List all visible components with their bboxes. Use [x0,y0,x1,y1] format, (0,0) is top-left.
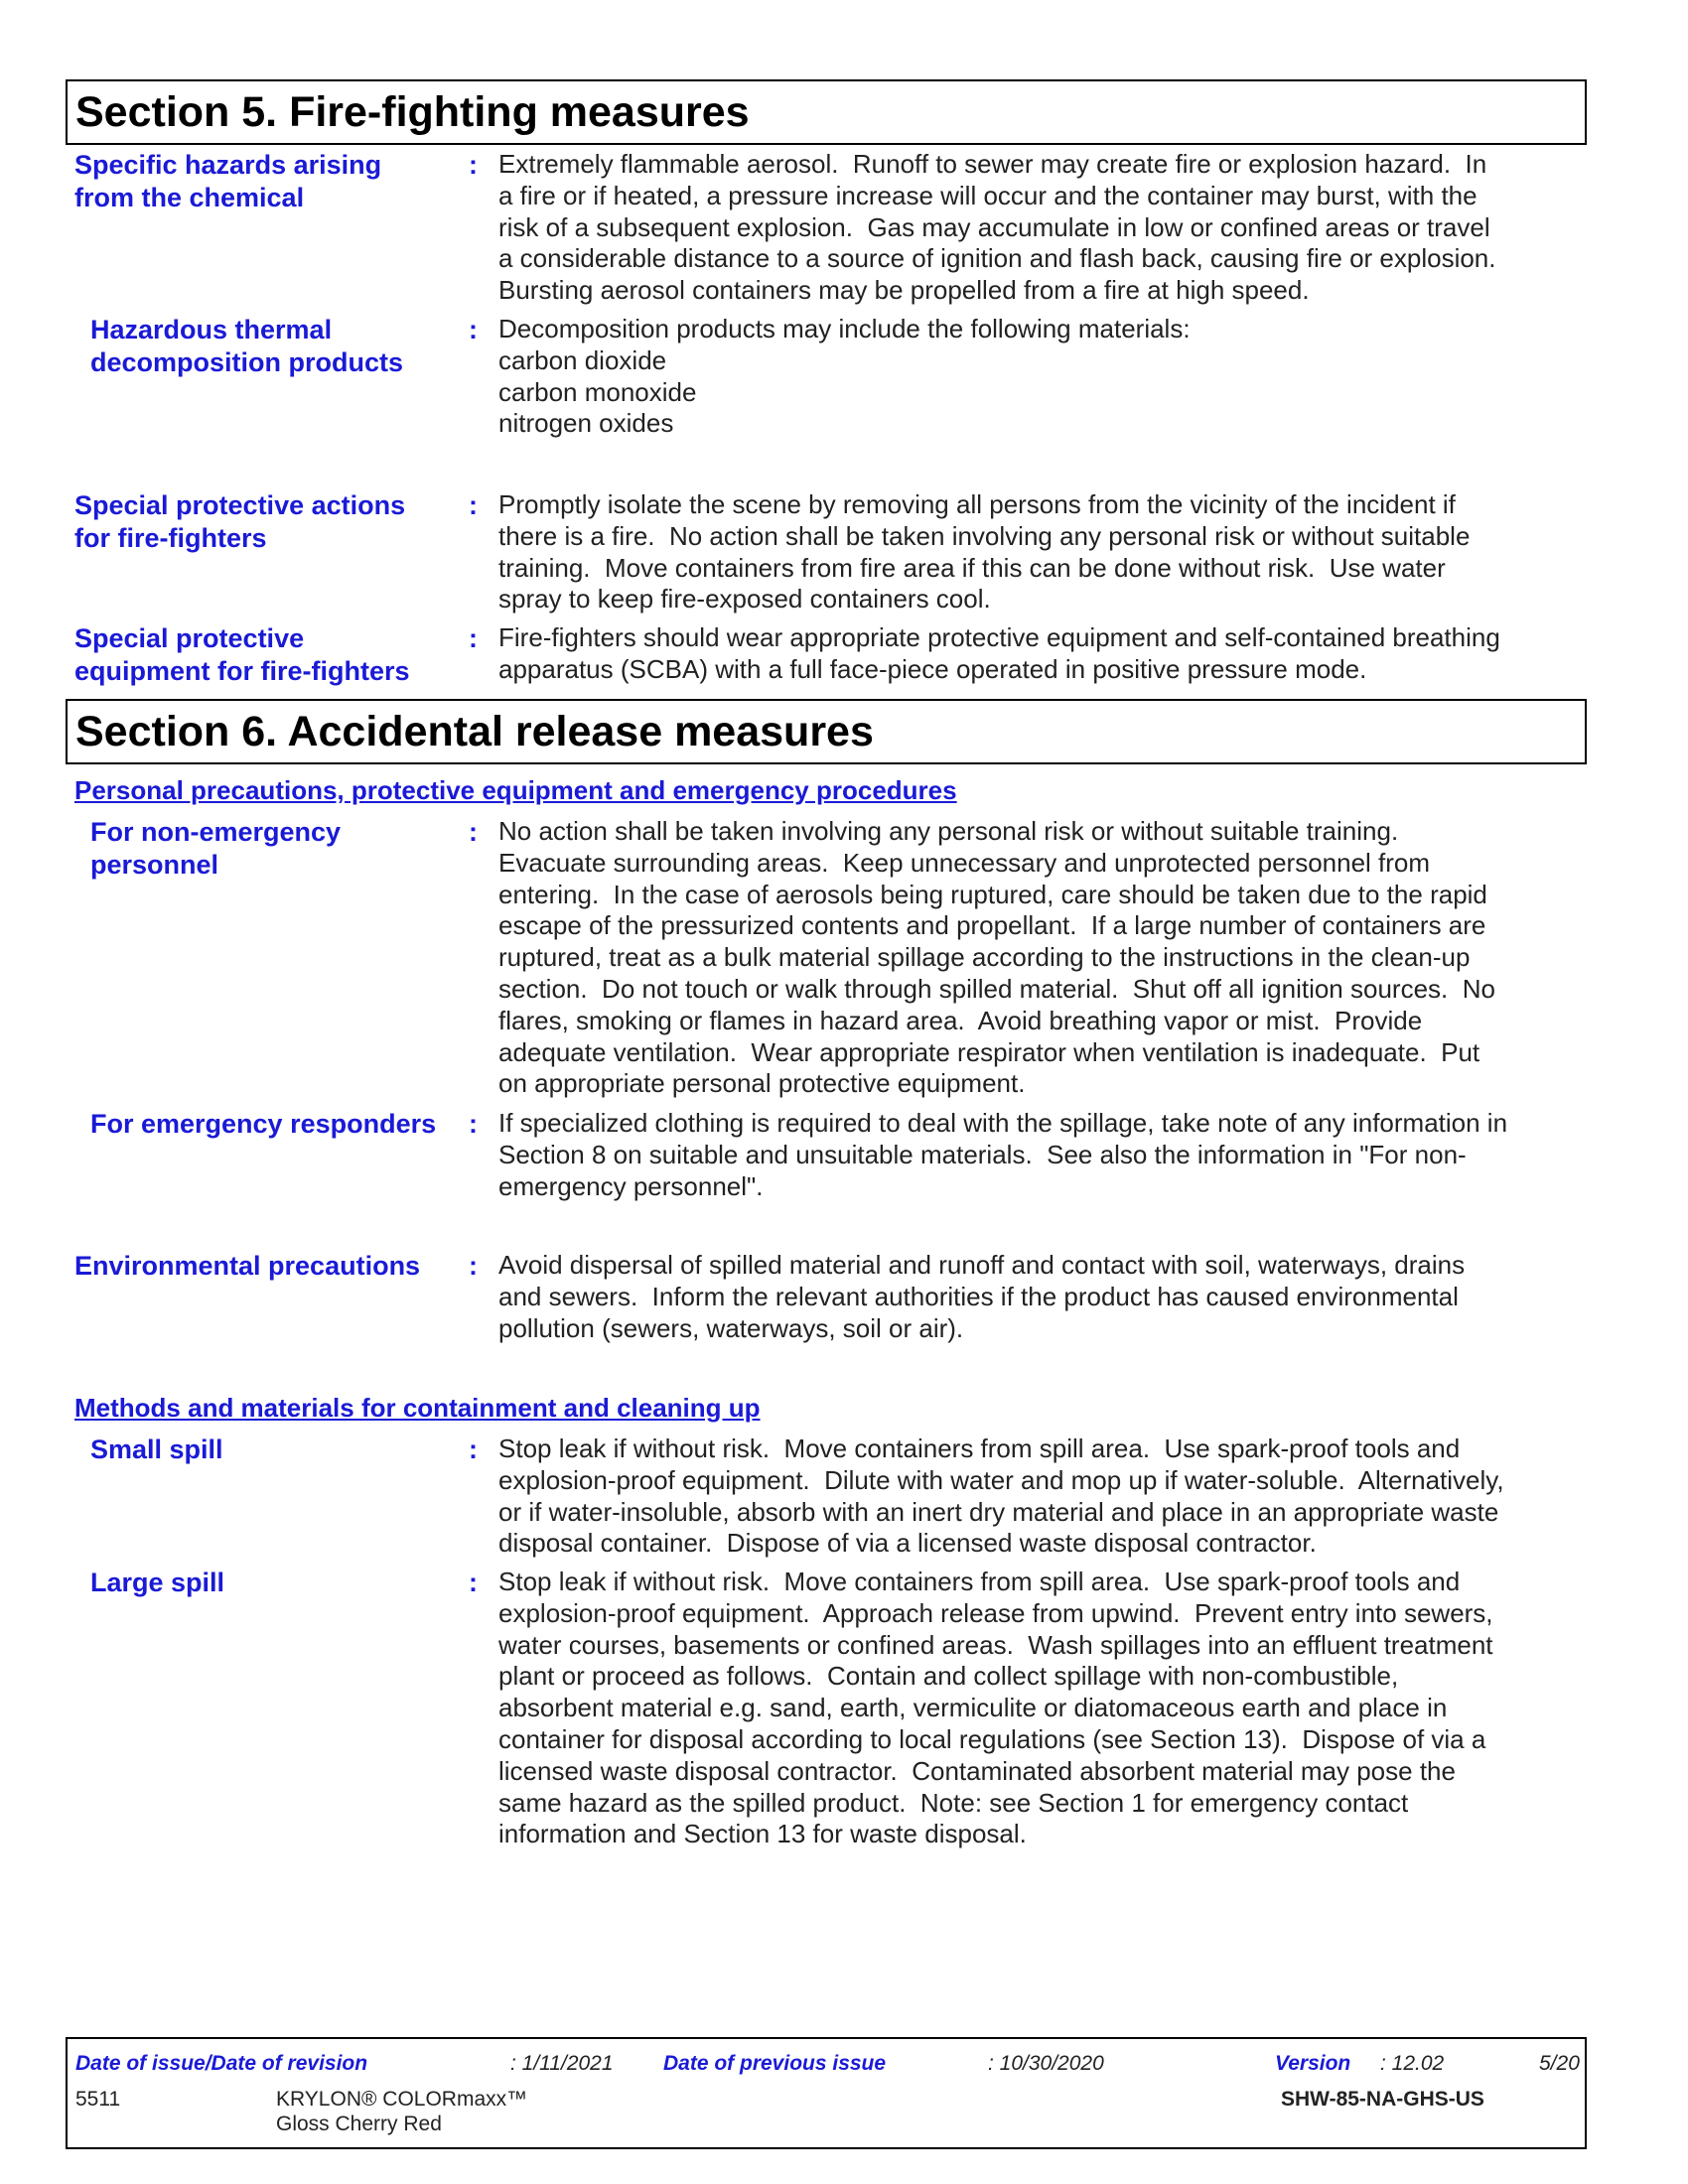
emergency-responders-text: If specialized clothing is required to deal with the spillage, take note of any information in Section 8 on suitable and unsuitable materials. See also the information in "For non- emergency personnel". [498,1108,1508,1201]
methods-heading: Methods and materials for containment and cleaning up [74,1393,761,1423]
protective-equipment-label: Special protective equipment for fire-fighters [74,623,410,686]
date-previous-value: : 10/30/2020 [988,2052,1104,2075]
large-spill-text: Stop leak if without risk. Move containers from spill area. Use spark-proof tools and explosion-proof equipment. Approach release from upwind. Prevent entry into sewers, water courses, basements or confined areas. Wash spillages into an effluent treatment plant or proceed as follows. Contain and collect spillage with non-combustible, absorbent material e.g. sand, earth, vermiculite or diatomaceous earth and place in container for disposal according to local regulations (see Section 13). Dispose of via a licensed waste disposal contractor. Contaminated absorbent material may pose the same hazard as the spilled product. Note: see Section 1 for emergency contact information and Section 13 for waste disposal. [498,1567,1493,1849]
product-name: KRYLON® COLORmaxx™ Gloss Cherry Red [276,2088,528,2135]
date-previous-label: Date of previous issue [663,2052,887,2075]
personal-precautions-heading: Personal precautions, protective equipment and emergency procedures [74,775,957,805]
date-issue-value: : 1/11/2021 [510,2052,614,2075]
section-5-header [66,79,1587,145]
non-emergency-label: For non-emergency personnel [90,817,342,880]
small-spill-colon: : [469,1434,478,1464]
thermal-decomposition-label: Hazardous thermal decomposition products [90,315,404,377]
emergency-responders-colon: : [469,1109,478,1139]
page-number: 5/20 [1539,2052,1580,2075]
environmental-colon: : [469,1251,478,1281]
small-spill-label: Small spill [90,1434,223,1464]
protective-equipment-colon: : [469,623,478,653]
page-footer [66,2037,1587,2149]
section-5-title: Section 5. Fire-fighting measures [75,88,750,136]
section-6-title: Section 6. Accidental release measures [75,708,874,755]
emergency-responders-label: For emergency responders [90,1109,437,1139]
thermal-decomposition-text: Decomposition products may include the following materials: carbon dioxide carbon monoxide nitrogen oxides [498,314,1191,439]
environmental-label: Environmental precautions [74,1251,421,1281]
specific-hazards-text: Extremely flammable aerosol. Runoff to sewer may create fire or explosion hazard. In a fire or if heated, a pressure increase will occur and the container may burst, with the risk of a subsequent explosion. Gas may accumulate in low or confined areas or travel a considerable distance to a source of ignition and flash back, causing fire or explosion. Bursting aerosol containers may be propelled from a fire at high speed. [498,149,1496,306]
thermal-decomposition-colon: : [469,315,478,344]
non-emergency-text: No action shall be taken involving any personal risk or without suitable training. Evacuate surrounding areas. Keep unnecessary and unprotected personnel from entering. In the case of aerosols being ruptured, care should be taken due to the rapid escape of the pressurized contents and propellant. If a large number of containers are ruptured, treat as a bulk material spillage according to the instructions in the clean-up section. Do not touch or walk through spilled material. Shut off all ignition sources. No flares, smoking or flames in hazard area. Avoid breathing vapor or mist. Provide adequate ventilation. Wear appropriate respirator when ventilation is inadequate. Put on appropriate personal protective equipment. [498,816,1495,1099]
version-value: : 12.02 [1380,2052,1445,2075]
specific-hazards-label: Specific hazards arising from the chemical [74,150,382,212]
large-spill-label: Large spill [90,1568,225,1597]
version-label: Version [1275,2052,1351,2075]
non-emergency-colon: : [469,817,478,847]
protective-actions-label: Special protective actions for fire-fighters [74,490,406,553]
section-6-header [66,699,1587,764]
document-code: SHW-85-NA-GHS-US [1281,2088,1484,2111]
date-issue-label: Date of issue/Date of revision [75,2052,368,2075]
specific-hazards-colon: : [469,150,478,180]
protective-actions-colon: : [469,490,478,520]
protective-equipment-text: Fire-fighters should wear appropriate protective equipment and self-contained breathing apparatus (SCBA) with a full face-piece operated in positive pressure mode. [498,622,1500,684]
protective-actions-text: Promptly isolate the scene by removing all persons from the vicinity of the incident if there is a fire. No action shall be taken involving any personal risk or without suitable training. Move containers from fire area if this can be done without risk. Use water spray to keep fire-exposed containers cool. [498,489,1471,614]
small-spill-text: Stop leak if without risk. Move containers from spill area. Use spark-proof tools and explosion-proof equipment. Dilute with water and mop up if water-soluble. Alternatively, or if water-insoluble, absorb with an inert dry material and place in an appropriate waste disposal container. Dispose of via a licensed waste disposal contractor. [498,1433,1504,1559]
environmental-text: Avoid dispersal of spilled material and runoff and contact with soil, waterways, drains and sewers. Inform the relevant authorities if the product has caused environmental pollution (sewers, waterways, soil or air). [498,1250,1466,1343]
large-spill-colon: : [469,1568,478,1597]
product-code: 5511 [75,2088,121,2111]
